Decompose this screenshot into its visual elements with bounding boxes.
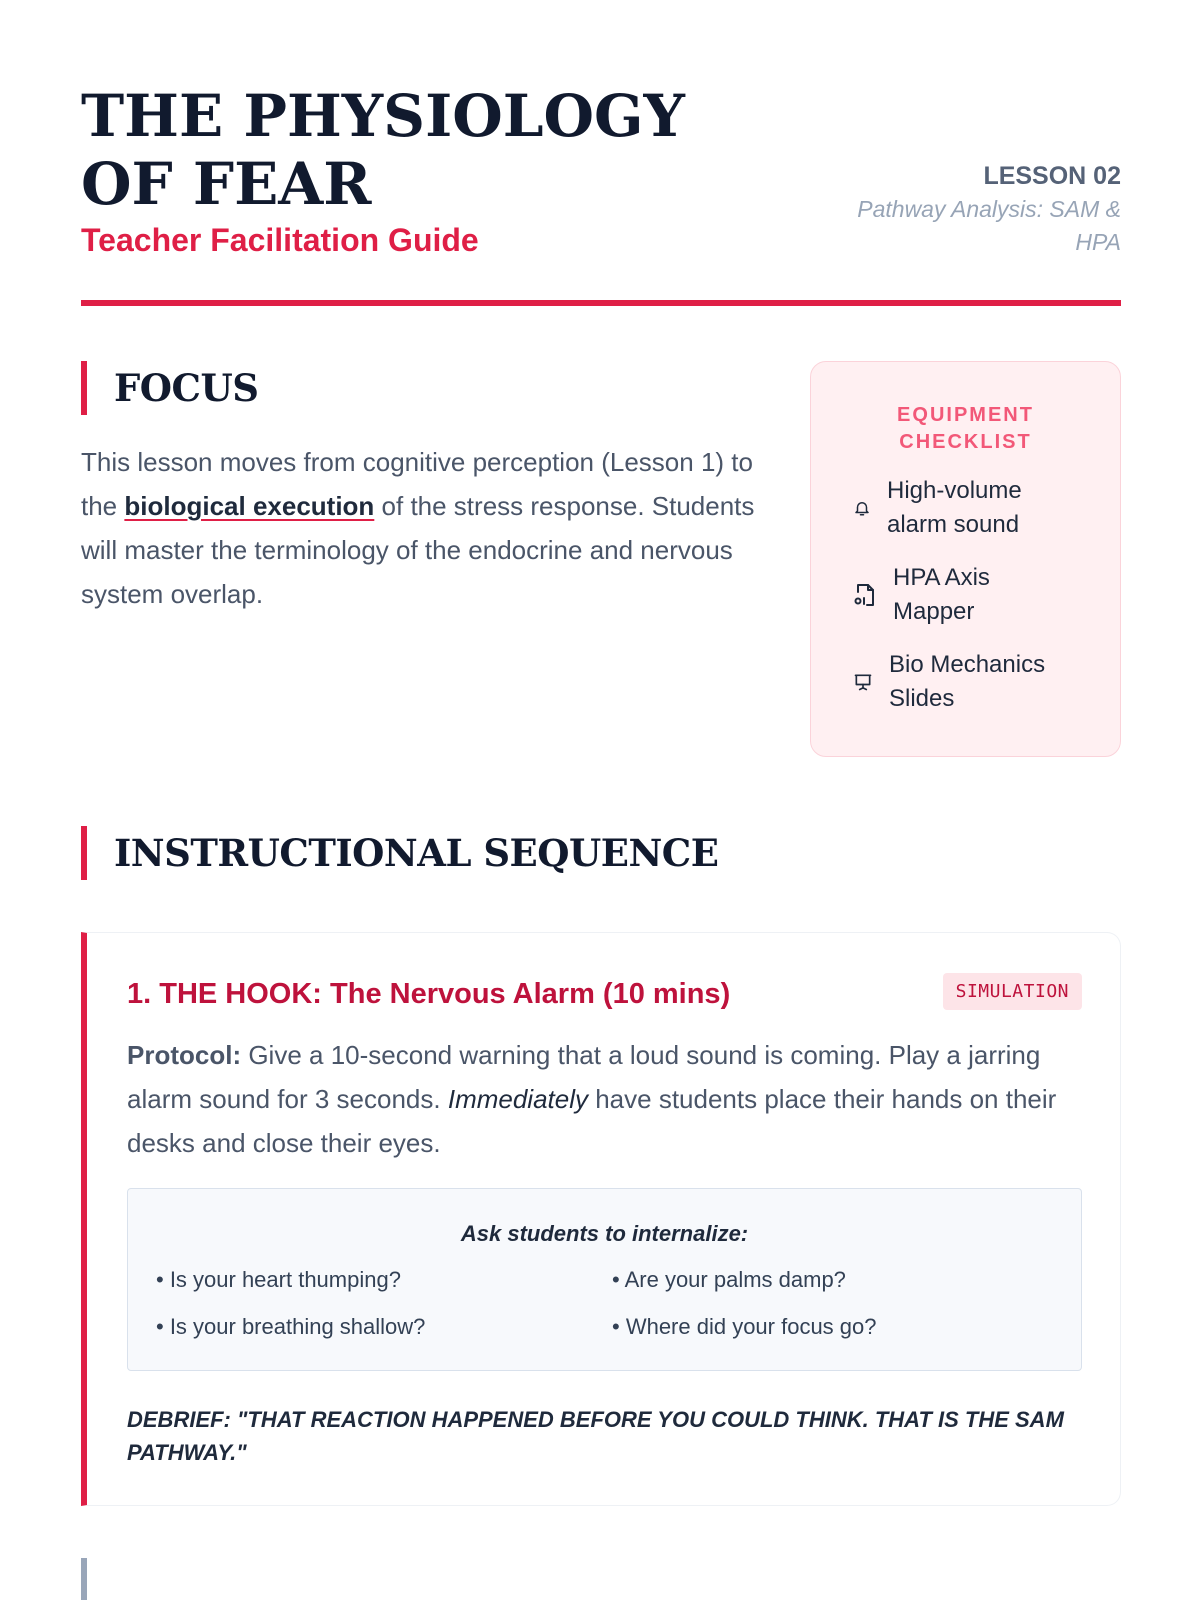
lesson-description: Pathway Analysis: SAM & HPA <box>857 196 1121 255</box>
question-item: • Is your heart thumping? <box>156 1267 401 1292</box>
checklist-item-label: High-volume alarm sound <box>887 477 1022 538</box>
section-accent-bar <box>81 361 87 415</box>
next-section-accent-bar <box>81 1558 87 1600</box>
header-divider <box>81 300 1121 306</box>
question-item: • Is your breathing shallow? <box>156 1314 426 1339</box>
page-subtitle: Teacher Facilitation Guide <box>81 222 479 258</box>
checklist-item-label: Bio Mechanics Slides <box>889 651 1046 712</box>
focus-text-end: of the stress response. Students will master the terminology of the endocrine and nervous system overlap. <box>81 491 755 609</box>
checklist-item <box>853 561 1013 629</box>
lesson-info <box>821 160 1121 259</box>
step-title: 1. THE HOOK: The Nervous Alarm (10 mins) <box>127 978 731 1010</box>
equipment-checklist <box>810 361 1121 757</box>
checklist-item <box>853 474 1057 542</box>
file-data-icon <box>853 582 877 608</box>
step-card-hook <box>81 932 1121 1506</box>
sequence-title: INSTRUCTIONAL SEQUENCE <box>114 831 719 875</box>
lesson-number: LESSON 02 <box>983 162 1121 190</box>
step-debrief: DEBRIEF: "THAT REACTION HAPPENED BEFORE YOU COULD THINK. THAT IS THE SAM PATHWAY." <box>127 1407 1064 1465</box>
protocol-label: Protocol: <box>127 1040 242 1070</box>
focus-title: FOCUS <box>114 366 259 410</box>
page-title: THE PHYSIOLOGY OF FEAR <box>81 82 685 218</box>
focus-heading <box>81 361 258 415</box>
step-protocol <box>127 1033 1082 1165</box>
question-item: • Where did your focus go? <box>612 1314 877 1339</box>
presentation-icon <box>853 672 873 692</box>
checklist-item <box>853 648 1069 716</box>
sequence-heading <box>81 826 718 880</box>
internalize-box <box>127 1188 1082 1371</box>
focus-paragraph <box>81 440 781 616</box>
step-badge: SIMULATION <box>943 973 1082 1010</box>
question-item: • Are your palms damp? <box>612 1267 846 1292</box>
protocol-text: have students place their hands on their desks and close their eyes. <box>127 1084 1057 1158</box>
checklist-title: EQUIPMENT CHECKLIST <box>897 404 1034 453</box>
internalize-title: Ask students to internalize: <box>460 1221 749 1246</box>
bell-icon <box>853 499 871 517</box>
protocol-emphasis: Immediately <box>447 1084 588 1114</box>
section-accent-bar <box>81 826 87 880</box>
focus-emphasis: biological execution <box>124 491 375 521</box>
protocol-text: Give a 10-second warning that a loud sound is coming. Play a jarring alarm sound for 3 seconds. <box>127 1040 1041 1114</box>
page-header <box>81 82 1121 260</box>
focus-text-start: This lesson moves from cognitive perception (Lesson 1) to the <box>81 447 753 521</box>
checklist-item-label: HPA Axis Mapper <box>893 564 990 625</box>
